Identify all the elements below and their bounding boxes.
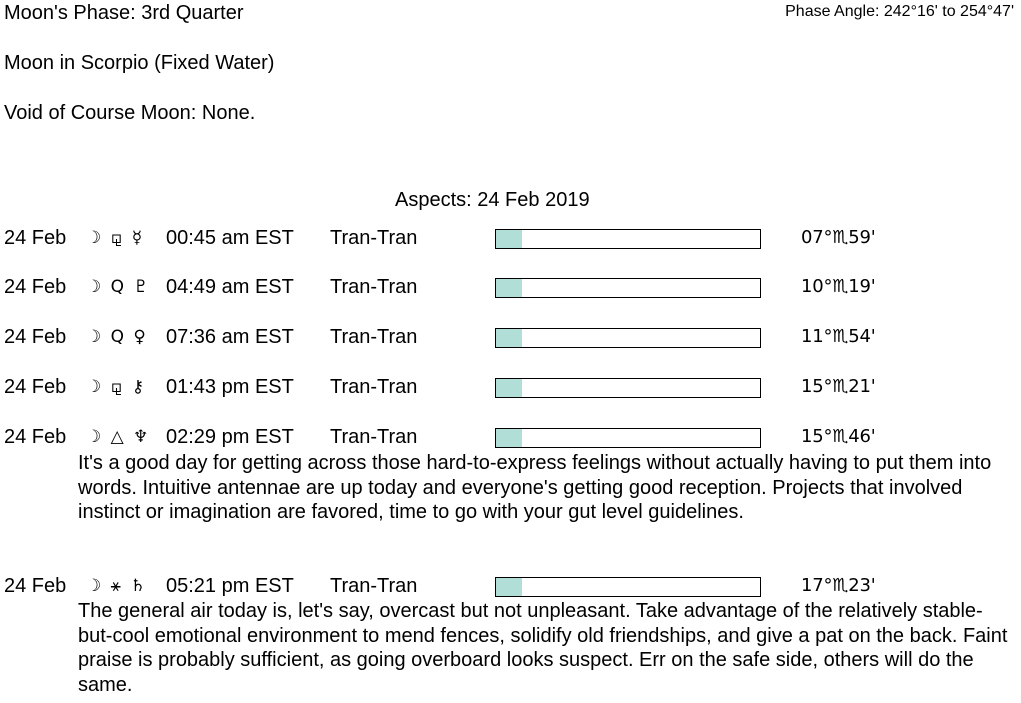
aspect-strength-bar — [495, 328, 761, 348]
aspect-strength-bar — [495, 378, 761, 398]
aspect-type: Tran-Tran — [330, 426, 418, 448]
aspect-position: 10°♏19' — [801, 276, 876, 297]
aspect-date: 24 Feb — [4, 575, 67, 597]
aspect-glyphs-icon: ☽ ⚼ ⚷ — [86, 377, 147, 397]
aspect-type: Tran-Tran — [330, 326, 418, 348]
aspect-strength-fill — [496, 578, 522, 596]
aspect-strength-fill — [496, 429, 522, 447]
aspect-glyphs-icon: ☽ Q ♀ — [86, 327, 148, 347]
aspect-strength-bar — [495, 577, 761, 597]
aspect-strength-bar — [495, 278, 761, 298]
aspect-date: 24 Feb — [4, 426, 67, 448]
aspect-position: 07°♏59' — [801, 227, 876, 248]
aspect-time: 00:45 am EST — [166, 227, 294, 249]
aspect-interpretation: The general air today is, let's say, overcast but not unpleasant. Take advantage of the relatively stable-but-cool emotional environment to mend fences, solidify old friendships, and give a pat on the back. Faint praise is probably sufficient, as going overboard looks suspect. Err on the safe side, others will do the same. — [78, 600, 1008, 696]
aspect-strength-fill — [496, 329, 522, 347]
aspect-glyphs-icon: ☽ Q ♇ — [86, 277, 151, 297]
aspects-heading: Aspects: 24 Feb 2019 — [395, 189, 590, 211]
void-of-course-label: Void of Course Moon: None. — [4, 102, 256, 124]
aspect-time: 05:21 pm EST — [166, 575, 294, 597]
aspect-position: 15°♏21' — [801, 376, 876, 397]
aspect-date: 24 Feb — [4, 227, 67, 249]
aspect-row — [0, 226, 1021, 250]
aspect-strength-fill — [496, 230, 522, 248]
aspect-strength-fill — [496, 279, 522, 297]
aspect-type: Tran-Tran — [330, 575, 418, 597]
aspect-row — [0, 425, 1021, 449]
aspect-position: 15°♏46' — [801, 426, 876, 447]
phase-angle-label: Phase Angle: 242°16' to 254°47' — [785, 3, 1014, 20]
aspect-position: 11°♏54' — [801, 326, 876, 347]
aspect-date: 24 Feb — [4, 276, 67, 298]
aspect-strength-bar — [495, 428, 761, 448]
aspect-glyphs-icon: ☽ ⚼ ☿ — [86, 228, 145, 248]
aspect-type: Tran-Tran — [330, 276, 418, 298]
aspect-type: Tran-Tran — [330, 227, 418, 249]
aspect-row — [0, 375, 1021, 399]
aspect-glyphs-icon: ☽ △ ♆ — [86, 427, 151, 447]
moon-sign-label: Moon in Scorpio (Fixed Water) — [4, 52, 275, 74]
aspect-time: 04:49 am EST — [166, 276, 294, 298]
aspect-time: 07:36 am EST — [166, 326, 294, 348]
aspect-position: 17°♏23' — [801, 575, 876, 596]
aspect-date: 24 Feb — [4, 326, 67, 348]
aspect-time: 02:29 pm EST — [166, 426, 294, 448]
aspect-date: 24 Feb — [4, 376, 67, 398]
aspect-strength-bar — [495, 229, 761, 249]
aspect-row — [0, 275, 1021, 299]
aspect-type: Tran-Tran — [330, 376, 418, 398]
aspect-glyphs-icon: ☽ ⚹ ♄ — [86, 576, 148, 596]
moon-phase-label: Moon's Phase: 3rd Quarter — [4, 2, 244, 24]
aspect-time: 01:43 pm EST — [166, 376, 294, 398]
aspect-row — [0, 574, 1021, 598]
aspect-row — [0, 325, 1021, 349]
aspect-strength-fill — [496, 379, 522, 397]
aspect-interpretation: It's a good day for getting across those hard-to-express feelings without actually having to put them into words. Intuitive antennae are up today and everyone's getting good reception. Projects that involved instinct or imagination are favored, time to go with your gut level guidelines. — [78, 452, 992, 523]
